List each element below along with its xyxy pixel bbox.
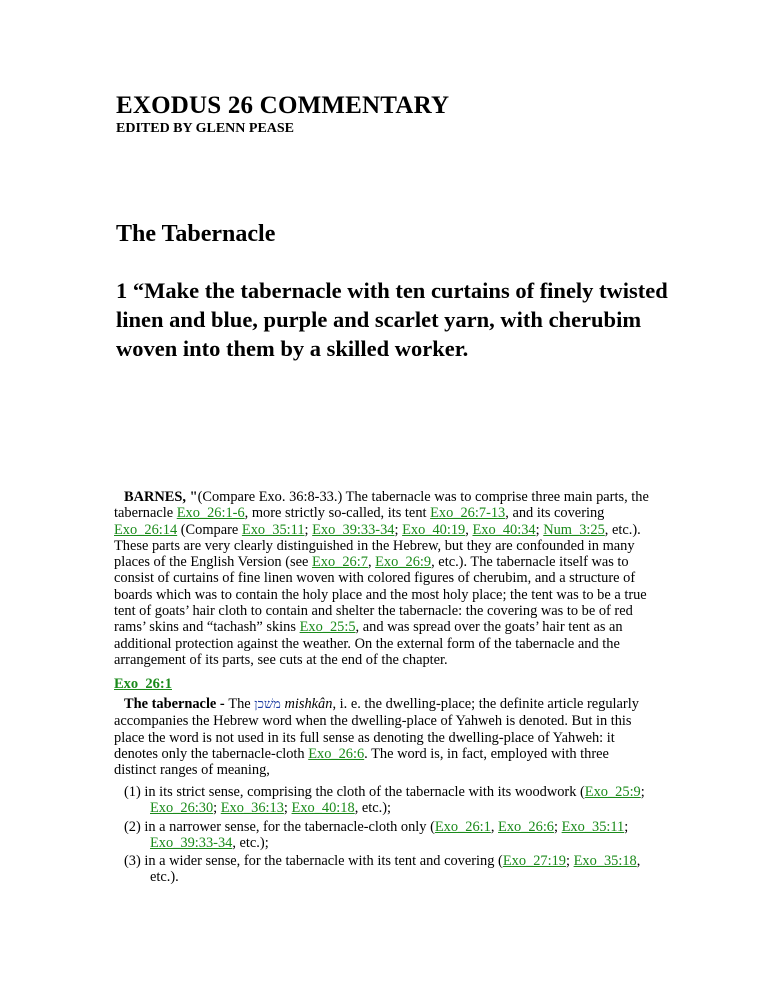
barnes-text: ; — [394, 521, 403, 538]
ref-link[interactable]: Exo_26:7-13 — [430, 505, 506, 522]
entry-text: The — [228, 696, 255, 712]
barnes-commentary — [114, 489, 654, 668]
list-text: ; — [640, 784, 645, 800]
barnes-text: (Compare — [177, 521, 242, 538]
section-heading: The Tabernacle — [116, 221, 276, 247]
ref-link[interactable]: Exo_36:13 — [220, 800, 284, 817]
list-text: , etc.); — [232, 834, 269, 851]
list-text: ; — [554, 818, 562, 835]
barnes-text: ; — [535, 521, 544, 538]
barnes-text: , — [367, 554, 376, 571]
ref-link[interactable]: Exo_26:6 — [308, 745, 365, 762]
list-item — [114, 784, 654, 817]
list-text: , etc.). — [150, 853, 641, 886]
entry-text: , i. e. the dwelling-place; the definite article regularly accompanies the Hebrew word when the dwelling-place of Yahweh is denoted. But in this place the word is not used in its full sense as denoting the dwelling-place of Yahweh: it denotes only the tabernacle-cloth — [114, 696, 639, 762]
entry-text: . The word is, in fact, employed with three distinct ranges of meaning, — [114, 745, 609, 779]
ref-link[interactable]: Exo_35:18 — [573, 853, 637, 870]
meanings-list — [114, 784, 654, 888]
editor-credit: EDITED BY GLENN PEASE — [116, 121, 295, 136]
ref-link[interactable]: Exo_40:18 — [291, 800, 355, 817]
barnes-text: , etc.). These parts are very clearly distinguished in the Hebrew, but they are confounded in many places of the English Version (see — [114, 521, 641, 571]
ref-link[interactable]: Exo_25:5 — [299, 619, 356, 636]
list-text: (3) in a wider sense, for the tabernacle with its tent and covering ( — [124, 853, 503, 870]
list-text: ; — [283, 800, 292, 817]
ref-link[interactable]: Exo_26:30 — [150, 800, 214, 817]
ref-link[interactable]: Exo_35:11 — [561, 818, 625, 835]
list-item — [114, 819, 654, 852]
list-text: (2) in a narrower sense, for the tabernacle-cloth only ( — [124, 818, 435, 835]
verse-text: 1 “Make the tabernacle with ten curtains of finely twisted linen and blue, purple and scarlet yarn, with cherubim woven into them by a skilled worker. — [116, 278, 668, 361]
hebrew-word: משׁכן — [254, 697, 281, 712]
ref-link[interactable]: Num_3:25 — [543, 521, 605, 538]
ref-link[interactable]: Exo_26:7 — [311, 554, 368, 571]
ref-link[interactable]: Exo_27:19 — [502, 853, 566, 870]
ref-link[interactable]: Exo_26:14 — [114, 521, 178, 538]
reference-heading-link[interactable]: Exo_26:1 — [114, 676, 172, 692]
ref-link[interactable]: Exo_35:11 — [241, 521, 305, 538]
barnes-text: (Compare Exo. 36:8-33.) The tabernacle was to comprise three main parts, the tabernacle — [114, 489, 649, 522]
barnes-text: ; — [304, 521, 313, 538]
ref-link[interactable]: Exo_39:33-34 — [312, 521, 395, 538]
list-text: (1) in its strict sense, comprising the cloth of the tabernacle with its woodwork ( — [124, 784, 585, 800]
list-text: , — [490, 818, 499, 835]
reference-heading — [114, 676, 172, 693]
ref-link[interactable]: Exo_39:33-34 — [150, 834, 233, 851]
ref-link[interactable]: Exo_25:9 — [584, 784, 641, 800]
barnes-text: , etc.). The tabernacle itself was to consist of curtains of fine linen woven with colored figures of cherubim, and a structure of boards which was to contain the holy place and the most holy place; the tent was to be a true tent of goats’ hair cloth to contain and shelter the tabernacle: the covering was to be of red rams’ skins and “tachash” skins — [114, 554, 647, 636]
document-title: EXODUS 26 COMMENTARY — [116, 92, 450, 119]
ref-link[interactable]: Exo_40:19 — [402, 521, 466, 538]
list-item — [114, 853, 654, 886]
entry-term: The tabernacle - — [124, 696, 229, 712]
list-text: ; — [565, 853, 574, 870]
barnes-text: , — [465, 521, 473, 538]
barnes-text: , and its covering — [505, 505, 605, 522]
list-text: ; — [213, 800, 221, 817]
ref-link[interactable]: Exo_26:1 — [434, 818, 491, 835]
barnes-label: BARNES, " — [124, 489, 198, 505]
transliteration: mishkân — [284, 696, 333, 712]
list-text: ; — [624, 818, 629, 835]
ref-link[interactable]: Exo_26:9 — [375, 554, 432, 571]
ref-link[interactable]: Exo_26:6 — [498, 818, 555, 835]
barnes-text: , more strictly so-called, its tent — [244, 505, 431, 522]
list-text: , etc.); — [354, 800, 392, 817]
tabernacle-entry — [114, 696, 654, 778]
ref-link[interactable]: Exo_26:1-6 — [176, 505, 245, 522]
barnes-text: , and was spread over the goats’ hair tent as an additional protection against the weather. On the external form of the tabernacle and the arrangement of its parts, see cuts at the end of the chapter. — [114, 619, 623, 668]
ref-link[interactable]: Exo_40:34 — [472, 521, 536, 538]
